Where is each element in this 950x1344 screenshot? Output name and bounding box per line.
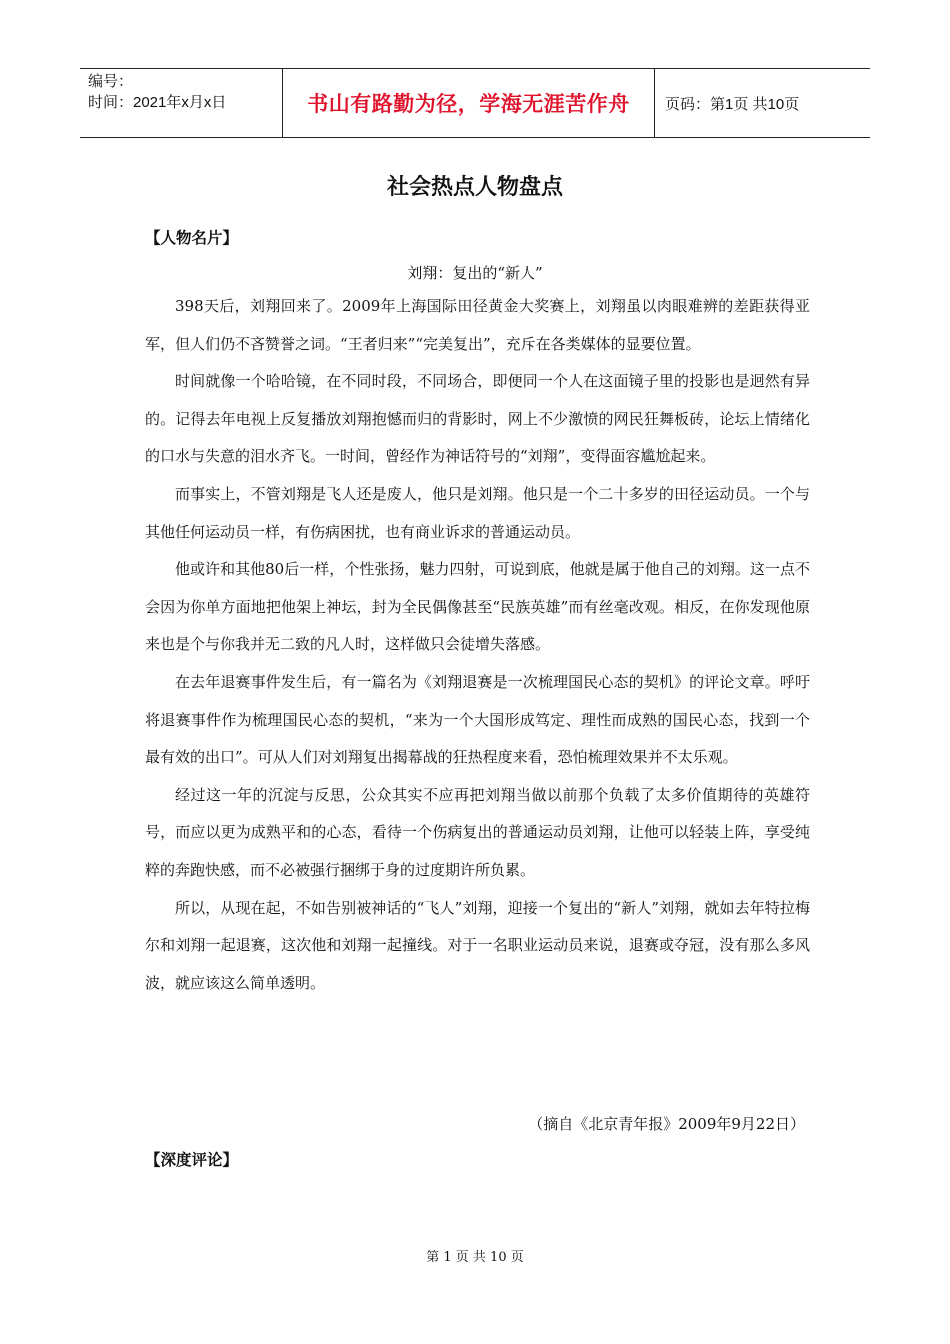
- header-number-label: 编号：: [88, 73, 134, 90]
- document-title: 社会热点人物盘点: [386, 175, 563, 200]
- paragraph: 而事实上，不管刘翔是飞人还是废人，他只是刘翔。他只是一个二十多岁的田径运动员。一个与其他任何运动员一样，有伤病困扰，也有商业诉求的普通运动员。: [145, 484, 810, 541]
- header-time-label: 时间：2021年x月x日: [88, 94, 227, 111]
- section-profile-label: 【人物名片】: [145, 229, 239, 247]
- paragraph: 所以，从现在起，不如告别被神话的“飞人”刘翔，迎接一个复出的“新人”刘翔，就如去年特拉梅尔和刘翔一起退赛，这次他和刘翔一起撞线。对于一名职业运动员来说，退赛或夺冠，没有那么多风波，就应该这么简单透明。: [145, 898, 810, 992]
- section-commentary-label: 【深度评论】: [145, 1151, 239, 1169]
- paragraph: 经过这一年的沉淀与反思，公众其实不应再把刘翔当做以前那个负载了太多价值期待的英雄符号，而应以更为成熟平和的心态，看待一个伤病复出的普通运动员刘翔，让他可以轻装上阵，享受纯粹的奔跑快感，而不必被强行捆绑于身的过度期许所负累。: [145, 785, 810, 879]
- paragraph: 398天后，刘翔回来了。2009年上海国际田径黄金大奖赛上，刘翔虽以肉眼难辨的差距获得亚军，但人们仍不吝赞誉之词。“王者归来”“完美复出”，充斥在各类媒体的显要位置。: [145, 297, 810, 353]
- header-meta: [80, 69, 282, 137]
- paragraph: 时间就像一个哈哈镜，在不同时段，不同场合，即便同一个人在这面镜子里的投影也是迥然有异的。记得去年电视上反复播放刘翔抱憾而归的背影时，网上不少激愤的网民狂舞板砖，论坛上情绪化的口水与失意的泪水齐飞。一时间，曾经作为神话符号的“刘翔”，变得面容尴尬起来。: [145, 372, 810, 466]
- article-body: [145, 288, 810, 1002]
- paragraph: 他或许和其他80后一样，个性张扬，魅力四射，可说到底，他就是属于他自己的刘翔。这一点不会因为你单方面地把他架上神坛，封为全民偶像甚至“民族英雄”而有丝毫改观。相反，在你发现他原来也是个与你我并无二致的凡人时，这样做只会徒增失落感。: [145, 560, 810, 654]
- header-page-info: 页码：第1页 共10页: [665, 95, 800, 113]
- header-motto: 书山有路勤为径，学海无涯苦作舟: [282, 69, 655, 137]
- page-footer: 第 1 页 共 10 页: [426, 1250, 524, 1265]
- article-source: （摘自《北京青年报》2009年9月22日）: [528, 1115, 805, 1133]
- article-subtitle: 刘翔：复出的“新人”: [407, 264, 543, 282]
- paragraph: 在去年退赛事件发生后，有一篇名为《刘翔退赛是一次梳理国民心态的契机》的评论文章。呼吁将退赛事件作为梳理国民心态的契机，“来为一个大国形成笃定、理性而成熟的国民心态，找到一个最有效的出口”。可从人们对刘翔复出揭幕战的狂热程度来看，恐怕梳理效果并不太乐观。: [145, 672, 810, 767]
- page-header: [80, 68, 870, 138]
